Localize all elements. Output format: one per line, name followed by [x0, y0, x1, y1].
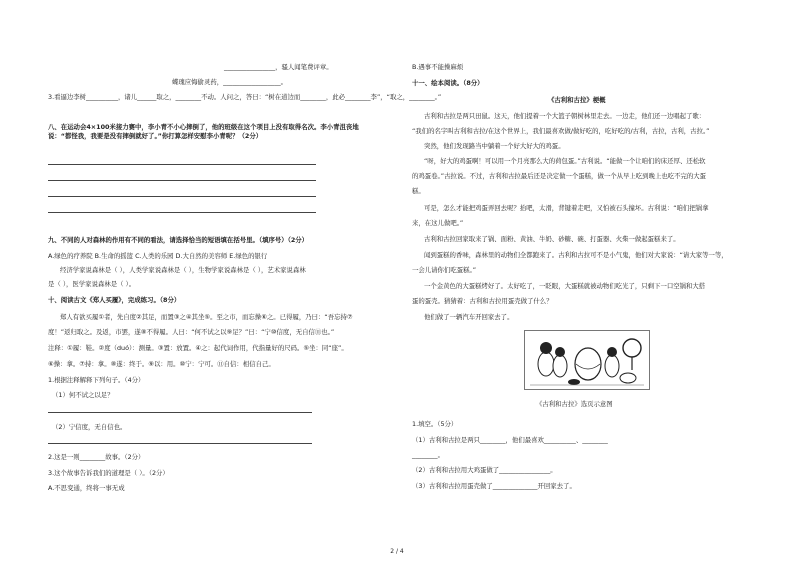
subq-3-option-a: A.不思变通，终将一事无成 — [48, 484, 125, 492]
subq-1b: （2）宁信度，无自信也。 — [52, 423, 127, 431]
story-line: 一会儿请你们吃蛋糕。” — [412, 266, 477, 274]
fill-title: 1.填空。（5分） — [412, 420, 458, 428]
note-line-1: 注释：①履：鞋。②度（duó）：测量。③置：放置。④之：起代词作用，代指量好的尺码。⑤坐：同“座”。 — [48, 344, 348, 352]
subq-2: 2.这是一则________故事。（2分） — [48, 453, 145, 461]
poem-line-1: ________________，骚人闻笔费评章。 — [224, 63, 333, 71]
answer-line — [48, 196, 316, 197]
answer-line — [48, 212, 316, 213]
story-line: 古利和古拉回家取来了锅、面粉、黄油、牛奶、砂糖、碗、打蛋器、火柴一做起蛋糕来了。 — [424, 235, 680, 243]
classical-fill-line: 3.看逼边李树__________，诸儿______取之，________不动。人问之，答曰：“树在道边而________，此必________李”，“取之，________。” — [48, 93, 442, 101]
story-line: “呀，好大的鸡蛋啊！可以用一个月亮那么大的荷包蛋。”古利说。“能做一个让咱们的床还厚、还松软 — [424, 157, 706, 165]
story-line: 可是，怎么才能把鸡蛋弄回去呢？抬吧，太滑，背键着走吧，又怕被石头撞坏。古利说：“咱们把锅拿 — [424, 204, 709, 212]
story-line: 闻到蛋糕的香味，森林里的动物们全都跑来了。古利和古拉可不是小气鬼，他们对大家说：“请大家等一等， — [424, 251, 728, 259]
fill-2: （2）古利和古拉用大鸡蛋做了________________。 — [412, 466, 557, 474]
passage-line-2: 度！”返归取之。及返，市罢，遂⑧不得履。人曰：“何不试之以⑨足？”曰：“宁⑩信度，无自信⑪也。” — [48, 328, 335, 336]
story-line: 蛋的蛋壳。猜猜着：古利和古拉用蛋壳做了什么？ — [412, 297, 553, 305]
story-illustration — [524, 330, 650, 390]
subq-1: 1.根据注释解释下列句子。（4分） — [48, 376, 145, 384]
fill-1-cont: ________。 — [412, 451, 444, 459]
q8-title: 八、在运动会4×100米接力赛中，李小青不小心摔倒了，他的班级在这个项目上没有取得名次。李小青沮丧地说：“都怪我，我要是没有摔倒就好了。”你打算怎样安慰李小青呢？（2分） — [48, 123, 359, 140]
q9-options: A.绿色的疗养院 B.生命的摇篮 C.人类的乐园 D.大自然的美容师 E.绿色的银行 — [48, 252, 268, 260]
story-title: 《古利和古拉》梗概 — [548, 96, 606, 104]
fill-3: （3）古利和古拉用蛋壳做了______________开回家去了。 — [412, 482, 576, 490]
q9-body-1: 经济学家说森林是（ ），人类学家说森林是（ ），生物学家说森林是（ ），艺术家说森林 — [60, 266, 306, 274]
story-line: 来，在这儿做吧。” — [412, 219, 464, 227]
illustration-caption: 《古利和古拉》选页示意图 — [536, 400, 613, 408]
answer-line — [48, 443, 312, 444]
q11-title: 十一、绘本阅读。（8分） — [412, 79, 484, 87]
subq-3: 3.这个故事告诉我们的道理是（ ）。（2分） — [48, 469, 169, 477]
answer-line — [48, 412, 312, 413]
story-line: 古利和古拉是两只田鼠。这天，他们提着一个大篮子朝树林里走去。一边走，他们还一边唱起了歌： — [424, 112, 706, 120]
option-b: B.遇事不能操麻烦 — [412, 63, 464, 71]
poem-line-2: 蝶瑰应悔偷灵药，__________________。 — [172, 78, 288, 86]
q10-title: 十、阅读古文《郑人买履》，完成练习。（8分） — [48, 296, 181, 304]
story-line: “我们的名字叫古利和古拉/在这个世界上，我们最喜欢做/做好吃的，吃好吃的/古利，古拉，古利，古拉。” — [412, 127, 710, 135]
passage-line-1: 郑人有欲买履①者，先自度②其足，而置③之④其坐⑤。至之市，而忘操⑥之。已得履，乃曰：“吾忘持⑦ — [60, 313, 353, 321]
note-line-2: ⑥操：拿。⑦持：拿。⑧遂：终于。⑨以：用。⑩宁：宁可。⑪自信：相信自己。 — [48, 360, 275, 368]
answer-line — [48, 164, 316, 165]
story-line: 突然，他们发现路当中躺着一个好大好大的鸡蛋。 — [424, 142, 565, 150]
subq-1a: （1）何不试之以足？ — [52, 391, 114, 399]
q9-body-2: 是（ ），医学家说森林是（ ）。 — [48, 280, 136, 288]
q9-title: 九、不同的人对森林的作用有不同的看法，请选择恰当的短语填在括号里。（填序号）（2分） — [48, 236, 309, 244]
story-line: 糕。 — [412, 187, 425, 195]
fill-1: （1）古利和古拉是两只________，他们最喜欢__________、________ — [412, 436, 608, 444]
story-line: 的鸡蛋卷。”古拉说。不过，古利和古拉最后还是决定做一个蛋糕，做一个从早上吃到晚上也吃不完的大蛋 — [412, 172, 707, 180]
story-line: 他们做了一辆汽车开回家去了。 — [424, 313, 514, 321]
answer-line — [48, 180, 316, 181]
page-number: 2 / 4 — [390, 548, 404, 555]
story-line: 一个金黄色的大蛋糕烤好了。太好吃了，一眨眼，大蛋糕就被动物们吃光了，只剩下一口空锅和大搭 — [424, 282, 706, 290]
